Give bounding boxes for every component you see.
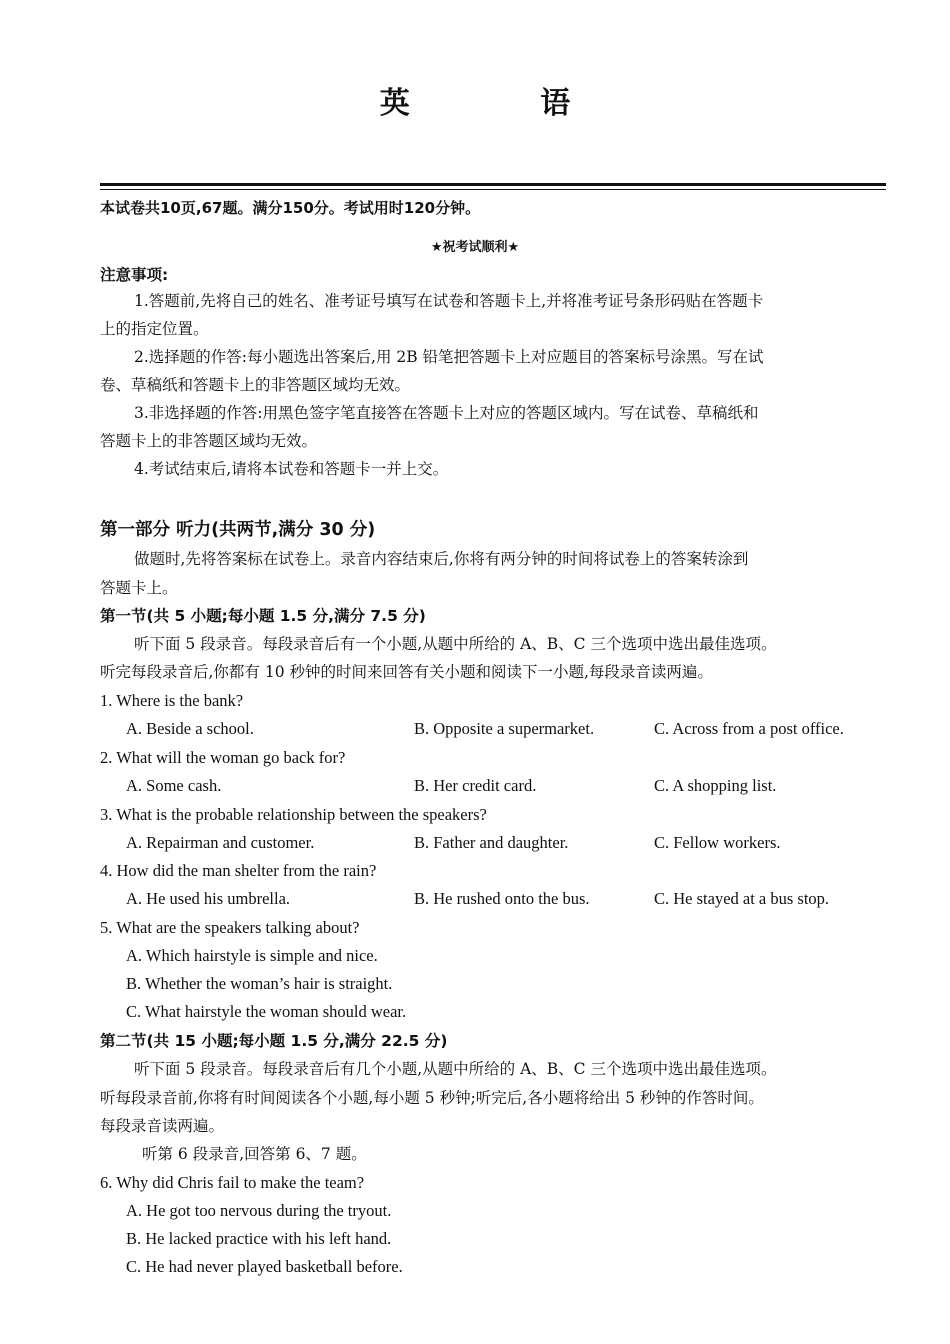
section2-intro-line-1: 听下面 5 段录音。每段录音后有几个小题,从题中所给的 A、B、C 三个选项中选出最佳选项。 [134, 1060, 777, 1078]
question-3: 3. What is the probable relationship between the speakers? [100, 805, 487, 824]
part1-heading: 第一部分 听力(共两节,满分 30 分) [100, 520, 376, 540]
q6-option-a: A. He got too nervous during the tryout. [126, 1201, 392, 1220]
good-luck-banner: ★祝考试顺利★ [430, 240, 520, 255]
section2-intro-line-3: 每段录音读两遍。 [100, 1117, 225, 1135]
q5-option-c: C. What hairstyle the woman should wear. [126, 1002, 407, 1021]
part1-intro-line-2: 答题卡上。 [100, 579, 178, 597]
question-4: 4. How did the man shelter from the rain? [100, 861, 377, 880]
q4-option-b: B. He rushed onto the bus. [414, 889, 590, 908]
q2-option-c: C. A shopping list. [654, 776, 777, 795]
section2-intro-line-2: 听每段录音前,你将有时间阅读各个小题,每小题 5 秒钟;听完后,各小题将给出 5 秒钟的作答时间。 [100, 1089, 764, 1107]
question-6: 6. Why did Chris fail to make the team? [100, 1173, 365, 1192]
section2-heading: 第二节(共 15 小题;每小题 1.5 分,满分 22.5 分) [100, 1032, 448, 1050]
question-1: 1. Where is the bank? [100, 691, 244, 710]
note-2-line-2: 卷、草稿纸和答题卡上的非答题区域均无效。 [100, 376, 411, 394]
q2-option-a: A. Some cash. [126, 776, 222, 795]
q1-option-c: C. Across from a post office. [654, 719, 844, 738]
section1-intro-line-1: 听下面 5 段录音。每段录音后有一个小题,从题中所给的 A、B、C 三个选项中选出最佳选项。 [134, 635, 777, 653]
note-3-line-2: 答题卡上的非答题区域均无效。 [100, 432, 318, 450]
q3-option-a: A. Repairman and customer. [126, 833, 315, 852]
section1-intro-line-2: 听完每段录音后,你都有 10 秒钟的时间来回答有关小题和阅读下一小题,每段录音读两遍。 [100, 663, 713, 681]
q6-option-b: B. He lacked practice with his left hand. [126, 1229, 392, 1248]
q6-option-c: C. He had never played basketball before. [126, 1257, 403, 1276]
q3-option-c: C. Fellow workers. [654, 833, 781, 852]
question-5: 5. What are the speakers talking about? [100, 918, 360, 937]
section2-subheading: 听第 6 段录音,回答第 6、7 题。 [142, 1145, 367, 1163]
note-3-line-1: 3.非选择题的作答:用黑色签字笔直接答在答题卡上对应的答题区域内。写在试卷、草稿纸和 [134, 404, 759, 422]
note-1-line-2: 上的指定位置。 [100, 320, 209, 338]
q1-option-b: B. Opposite a supermarket. [414, 719, 595, 738]
exam-summary: 本试卷共10页,67题。满分150分。考试用时120分钟。 [100, 199, 481, 217]
header-rule-thin [100, 189, 886, 190]
header-rule-thick [100, 183, 886, 186]
page-title: 英 语 [379, 86, 631, 121]
note-4: 4.考试结束后,请将本试卷和答题卡一并上交。 [134, 460, 449, 478]
q5-option-a: A. Which hairstyle is simple and nice. [126, 946, 378, 965]
q4-option-a: A. He used his umbrella. [126, 889, 291, 908]
q2-option-b: B. Her credit card. [414, 776, 537, 795]
note-2-line-1: 2.选择题的作答:每小题选出答案后,用 2B 铅笔把答题卡上对应题目的答案标号涂黑。写在试 [134, 348, 764, 366]
q1-option-a: A. Beside a school. [126, 719, 254, 738]
q4-option-c: C. He stayed at a bus stop. [654, 889, 830, 908]
section1-heading: 第一节(共 5 小题;每小题 1.5 分,满分 7.5 分) [100, 607, 426, 625]
note-1-line-1: 1.答题前,先将自己的姓名、准考证号填写在试卷和答题卡上,并将准考证号条形码贴在答题卡 [134, 292, 764, 310]
q5-option-b: B. Whether the woman’s hair is straight. [126, 974, 393, 993]
part1-intro-line-1: 做题时,先将答案标在试卷上。录音内容结束后,你将有两分钟的时间将试卷上的答案转涂到 [134, 550, 749, 568]
q3-option-b: B. Father and daughter. [414, 833, 569, 852]
question-2: 2. What will the woman go back for? [100, 748, 346, 767]
notes-heading: 注意事项: [100, 266, 169, 284]
